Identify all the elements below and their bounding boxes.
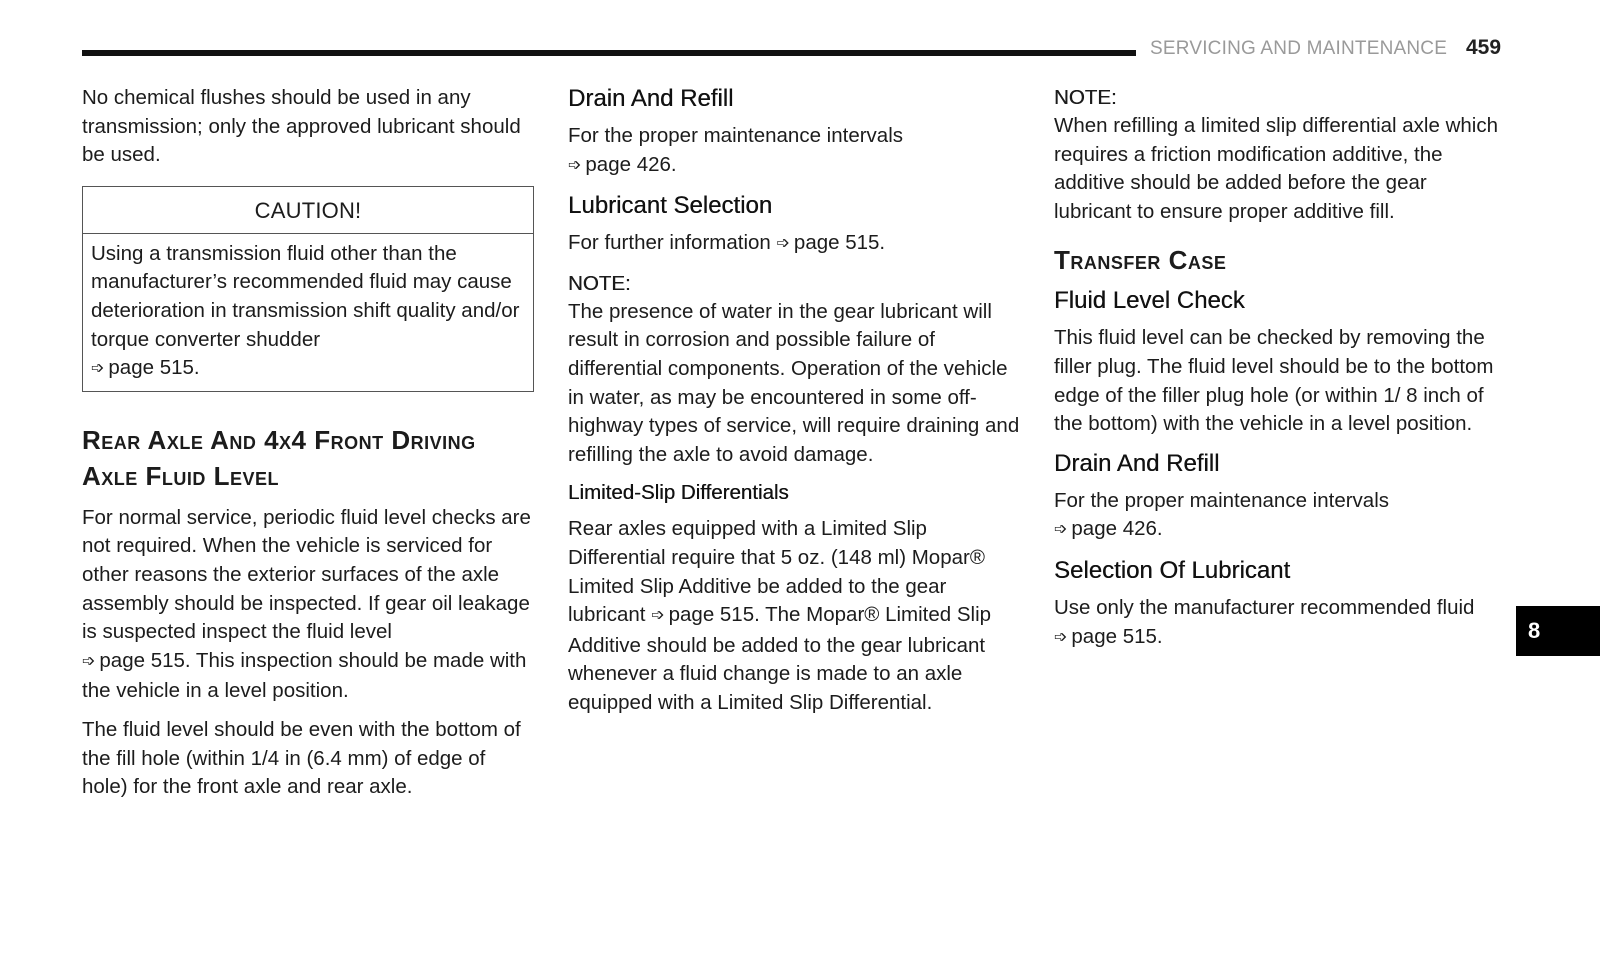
note-label: NOTE: bbox=[568, 271, 631, 295]
arrow-right-outline-icon: ➩ bbox=[91, 360, 105, 378]
axle-paragraph-2: The fluid level should be even with the bottom of the fill hole (within 1/4 in (6.4 mm) of edge of hole) for the front axle and rear axle. bbox=[82, 717, 521, 799]
axle-paragraph-1: For normal service, periodic fluid level checks are not required. When the vehicle is serviced for other reasons the exterior surfaces of the axle assembly should be inspected. If gear oil leakage is suspected inspect the fluid level ➩ page 515. This inspection should be made with the vehicle in a level position. bbox=[82, 505, 531, 703]
note-paragraph: The presence of water in the gear lubricant will result in corrosion and possible failure of differential components. Operation of the vehicle in water, as may be encountered in some off-highway types of service, will require draining and refilling the axle to avoid damage. bbox=[568, 299, 1020, 466]
column-3 bbox=[1054, 84, 1506, 653]
selection-paragraph: Use only the manufacturer recommended fluid ➩ page 515. bbox=[1054, 594, 1506, 653]
caution-page-link[interactable]: ➩ page 515. bbox=[91, 356, 200, 379]
lsd-page-link[interactable]: ➩ page 515. bbox=[651, 603, 760, 626]
subheading-lubricant-selection: Lubricant Selection bbox=[568, 192, 773, 220]
subheading-drain-refill: Drain And Refill bbox=[1054, 449, 1220, 477]
header-rule bbox=[82, 50, 1136, 56]
arrow-right-outline-icon: ➩ bbox=[568, 156, 582, 174]
fluid-paragraph: This fluid level can be checked by removing the filler plug. The fluid level should be to the bottom edge of the filler plug hole (or within 1/ 8 inch of the bottom) with the vehicle in a level position. bbox=[1054, 326, 1494, 436]
arrow-right-outline-icon: ➩ bbox=[1054, 521, 1068, 539]
caution-body bbox=[83, 234, 533, 391]
arrow-right-outline-icon: ➩ bbox=[1054, 628, 1068, 646]
lsd-paragraph: Rear axles equipped with a Limited Slip Differential require that 5 oz. (148 ml) Mopar® Limited Slip Additive be added to the gear lubricant ➩ page 515. The Mopar® Limited Slip Additive should be added to the gear lubricant whenever a fluid change is made to an axle equipped with a Limited Slip Differential. bbox=[568, 517, 992, 714]
subheading-limited-slip: Limited-Slip Differentials bbox=[568, 481, 789, 505]
arrow-right-outline-icon: ➩ bbox=[651, 607, 665, 625]
chapter-tab[interactable]: 8 bbox=[1516, 606, 1600, 656]
subheading-drain-refill: Drain And Refill bbox=[568, 85, 734, 112]
running-head: SERVICING AND MAINTENANCE bbox=[1150, 38, 1448, 59]
page-number: 459 bbox=[1466, 36, 1502, 59]
section-heading-rear-axle: Rear Axle And 4x4 Front Driving Axle Fluid Level bbox=[82, 424, 476, 491]
subheading-fluid-level-check: Fluid Level Check bbox=[1054, 287, 1245, 315]
drain-paragraph: For the proper maintenance intervals ➩ page 426. bbox=[1054, 487, 1506, 546]
caution-title: CAUTION! bbox=[83, 187, 533, 234]
column-1 bbox=[82, 84, 536, 802]
arrow-right-outline-icon: ➩ bbox=[776, 235, 790, 253]
drain-page-link[interactable]: ➩ page 426. bbox=[568, 153, 677, 176]
lube-paragraph: For further information ➩ page 515. bbox=[568, 229, 1026, 260]
lube-page-link[interactable]: ➩ page 515. bbox=[777, 231, 886, 254]
intro-paragraph: No chemical flushes should be used in any transmission; only the approved lubricant should be used. bbox=[82, 86, 521, 167]
arrow-right-outline-icon: ➩ bbox=[82, 652, 96, 670]
subheading-selection-of-lubricant: Selection Of Lubricant bbox=[1054, 556, 1291, 584]
note-label: NOTE: bbox=[1054, 86, 1117, 109]
axle-page-link[interactable]: ➩ page 515. bbox=[82, 649, 191, 672]
caution-box bbox=[82, 186, 534, 392]
caution-text: Using a transmission fluid other than the manufacturer’s recommended fluid may cause deterioration in transmission shift quality and/or torque converter shudder ➩ page 515. bbox=[91, 240, 525, 385]
section-heading-transfer-case: Transfer Case bbox=[1054, 245, 1227, 276]
drain-paragraph: For the proper maintenance intervals ➩ page 426. bbox=[568, 122, 1026, 181]
drain-page-link[interactable]: ➩ page 426. bbox=[1054, 517, 1163, 540]
note-paragraph: When refilling a limited slip differential axle which requires a friction modification additive, the additive should be added before the gear lubricant to ensure proper additive fill. bbox=[1054, 114, 1498, 223]
column-2 bbox=[568, 84, 1026, 718]
selection-page-link[interactable]: ➩ page 515. bbox=[1054, 625, 1163, 648]
